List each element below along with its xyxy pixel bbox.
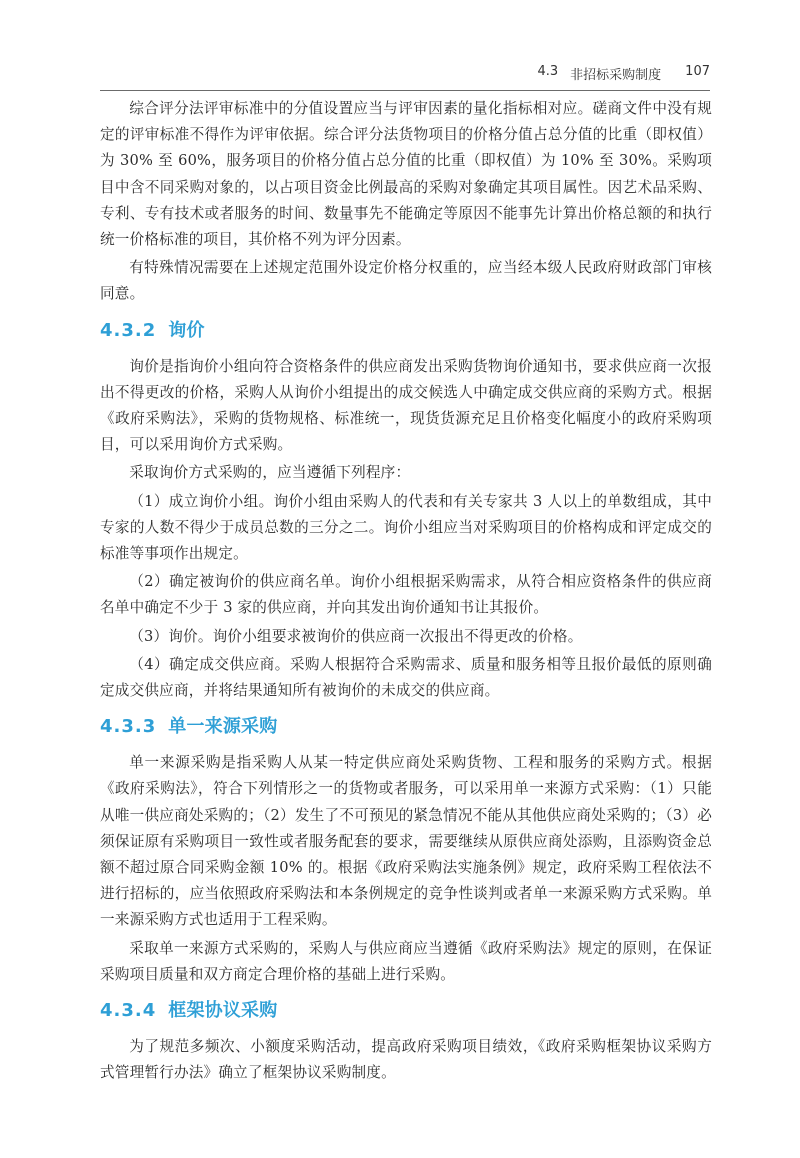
running-header xyxy=(100,64,710,91)
paragraph: 采取单一来源方式采购的，采购人与供应商应当遵循《政府采购法》规定的原则，在保证采购项目质量和双方商定合理价格的基础上进行采购。 xyxy=(100,939,712,983)
section-heading-inquiry xyxy=(100,308,712,354)
page-number: 107 xyxy=(685,64,710,79)
section-number: 4.3.2 xyxy=(100,319,157,341)
section-title: 询价 xyxy=(168,319,205,341)
paragraph: 询价是指询价小组向符合资格条件的供应商发出采购货物询价通知书，要求供应商一次报出不得更改的价格，采购人从询价小组提出的成交候选人中确定成交供应商的采购方式。根据《政府采购法》，采购的货物规格、标准统一，现货货源充足且价格变化幅度小的政府采购项目，可以采用询价方式采购。 xyxy=(100,357,712,454)
list-item: （1）成立询价小组。询价小组由采购人的代表和有关专家共 3 人以上的单数组成，其中专家的人数不得少于成员总数的三分之二。询价小组应当对采购项目的价格构成和评定成交的标准等事项作出规定。 xyxy=(100,492,712,563)
paragraph: 单一来源采购是指采购人从某一特定供应商处采购货物、工程和服务的采购方式。根据《政府采购法》，符合下列情形之一的货物或者服务，可以采用单一来源方式采购：（1）只能从唯一供应商处采购的；（2）发生了不可预见的紧急情况不能从其他供应商处采购的；（3）必须保证原有采购项目一致性或者服务配套的要求，需要继续从原供应商处添购，且添购资金总额不超过原合同采购金额 10% 的。根据《政府采购法实施条例》规定，政府采购工程依法不进行招标的，应当依照政府采购法和本条例规定的竞争性谈判或者单一来源采购方式采购。单一来源采购方式也适用于工程采购。 xyxy=(100,754,712,929)
paragraph: 为了规范多频次、小额度采购活动，提高政府采购项目绩效，《政府采购框架协议采购方式管理暂行办法》确立了框架协议采购制度。 xyxy=(100,1038,712,1082)
paragraph: 采取询价方式采购的，应当遵循下列程序： xyxy=(129,464,411,482)
section-heading-single-source xyxy=(100,704,712,750)
list-item: （4）确定成交供应商。采购人根据符合采购需求、质量和服务相等且报价最低的原则确定成交供应商，并将结果通知所有被询价的未成交的供应商。 xyxy=(100,655,712,700)
section-number: 4.3.3 xyxy=(100,716,157,738)
section-number: 4.3.4 xyxy=(100,1000,157,1022)
section-title: 单一来源采购 xyxy=(168,716,278,738)
section-title: 框架协议采购 xyxy=(168,1000,278,1022)
paragraph: 综合评分法评审标准中的分值设置应当与评审因素的量化指标相对应。磋商文件中没有规定的评审标准不得作为评审依据。综合评分法货物项目的价格分值占总分值的比重（即权值）为 30% 至 60%，服务项目的价格分值占总分值的比重（即权值）为 10% 至 30%。采购项目中含不同采购对象的，以占项目资金比例最高的采购对象确定其项目属性。因艺术品采购、专利、专有技术或者服务的时间、数量事先不能确定等原因不能事先计算出价格总额的和执行统一价格标准的项目，其价格不列为评分因素。 xyxy=(100,100,712,249)
list-item: （2）确定被询价的供应商名单。询价小组根据采购需求，从符合相应资格条件的供应商名单中确定不少于 3 家的供应商，并向其发出询价通知书让其报价。 xyxy=(100,573,712,617)
paragraph: 有特殊情况需要在上述规定范围外设定价格分权重的，应当经本级人民政府财政部门审核同意。 xyxy=(100,259,712,303)
header-section-title: 非招标采购制度 xyxy=(570,68,662,83)
header-section-number: 4.3 xyxy=(537,64,559,79)
page-body xyxy=(100,96,712,1087)
list-item: （3）询价。询价小组要求被询价的供应商一次报出不得更改的价格。 xyxy=(129,627,583,645)
section-heading-framework-agreement xyxy=(100,988,712,1034)
